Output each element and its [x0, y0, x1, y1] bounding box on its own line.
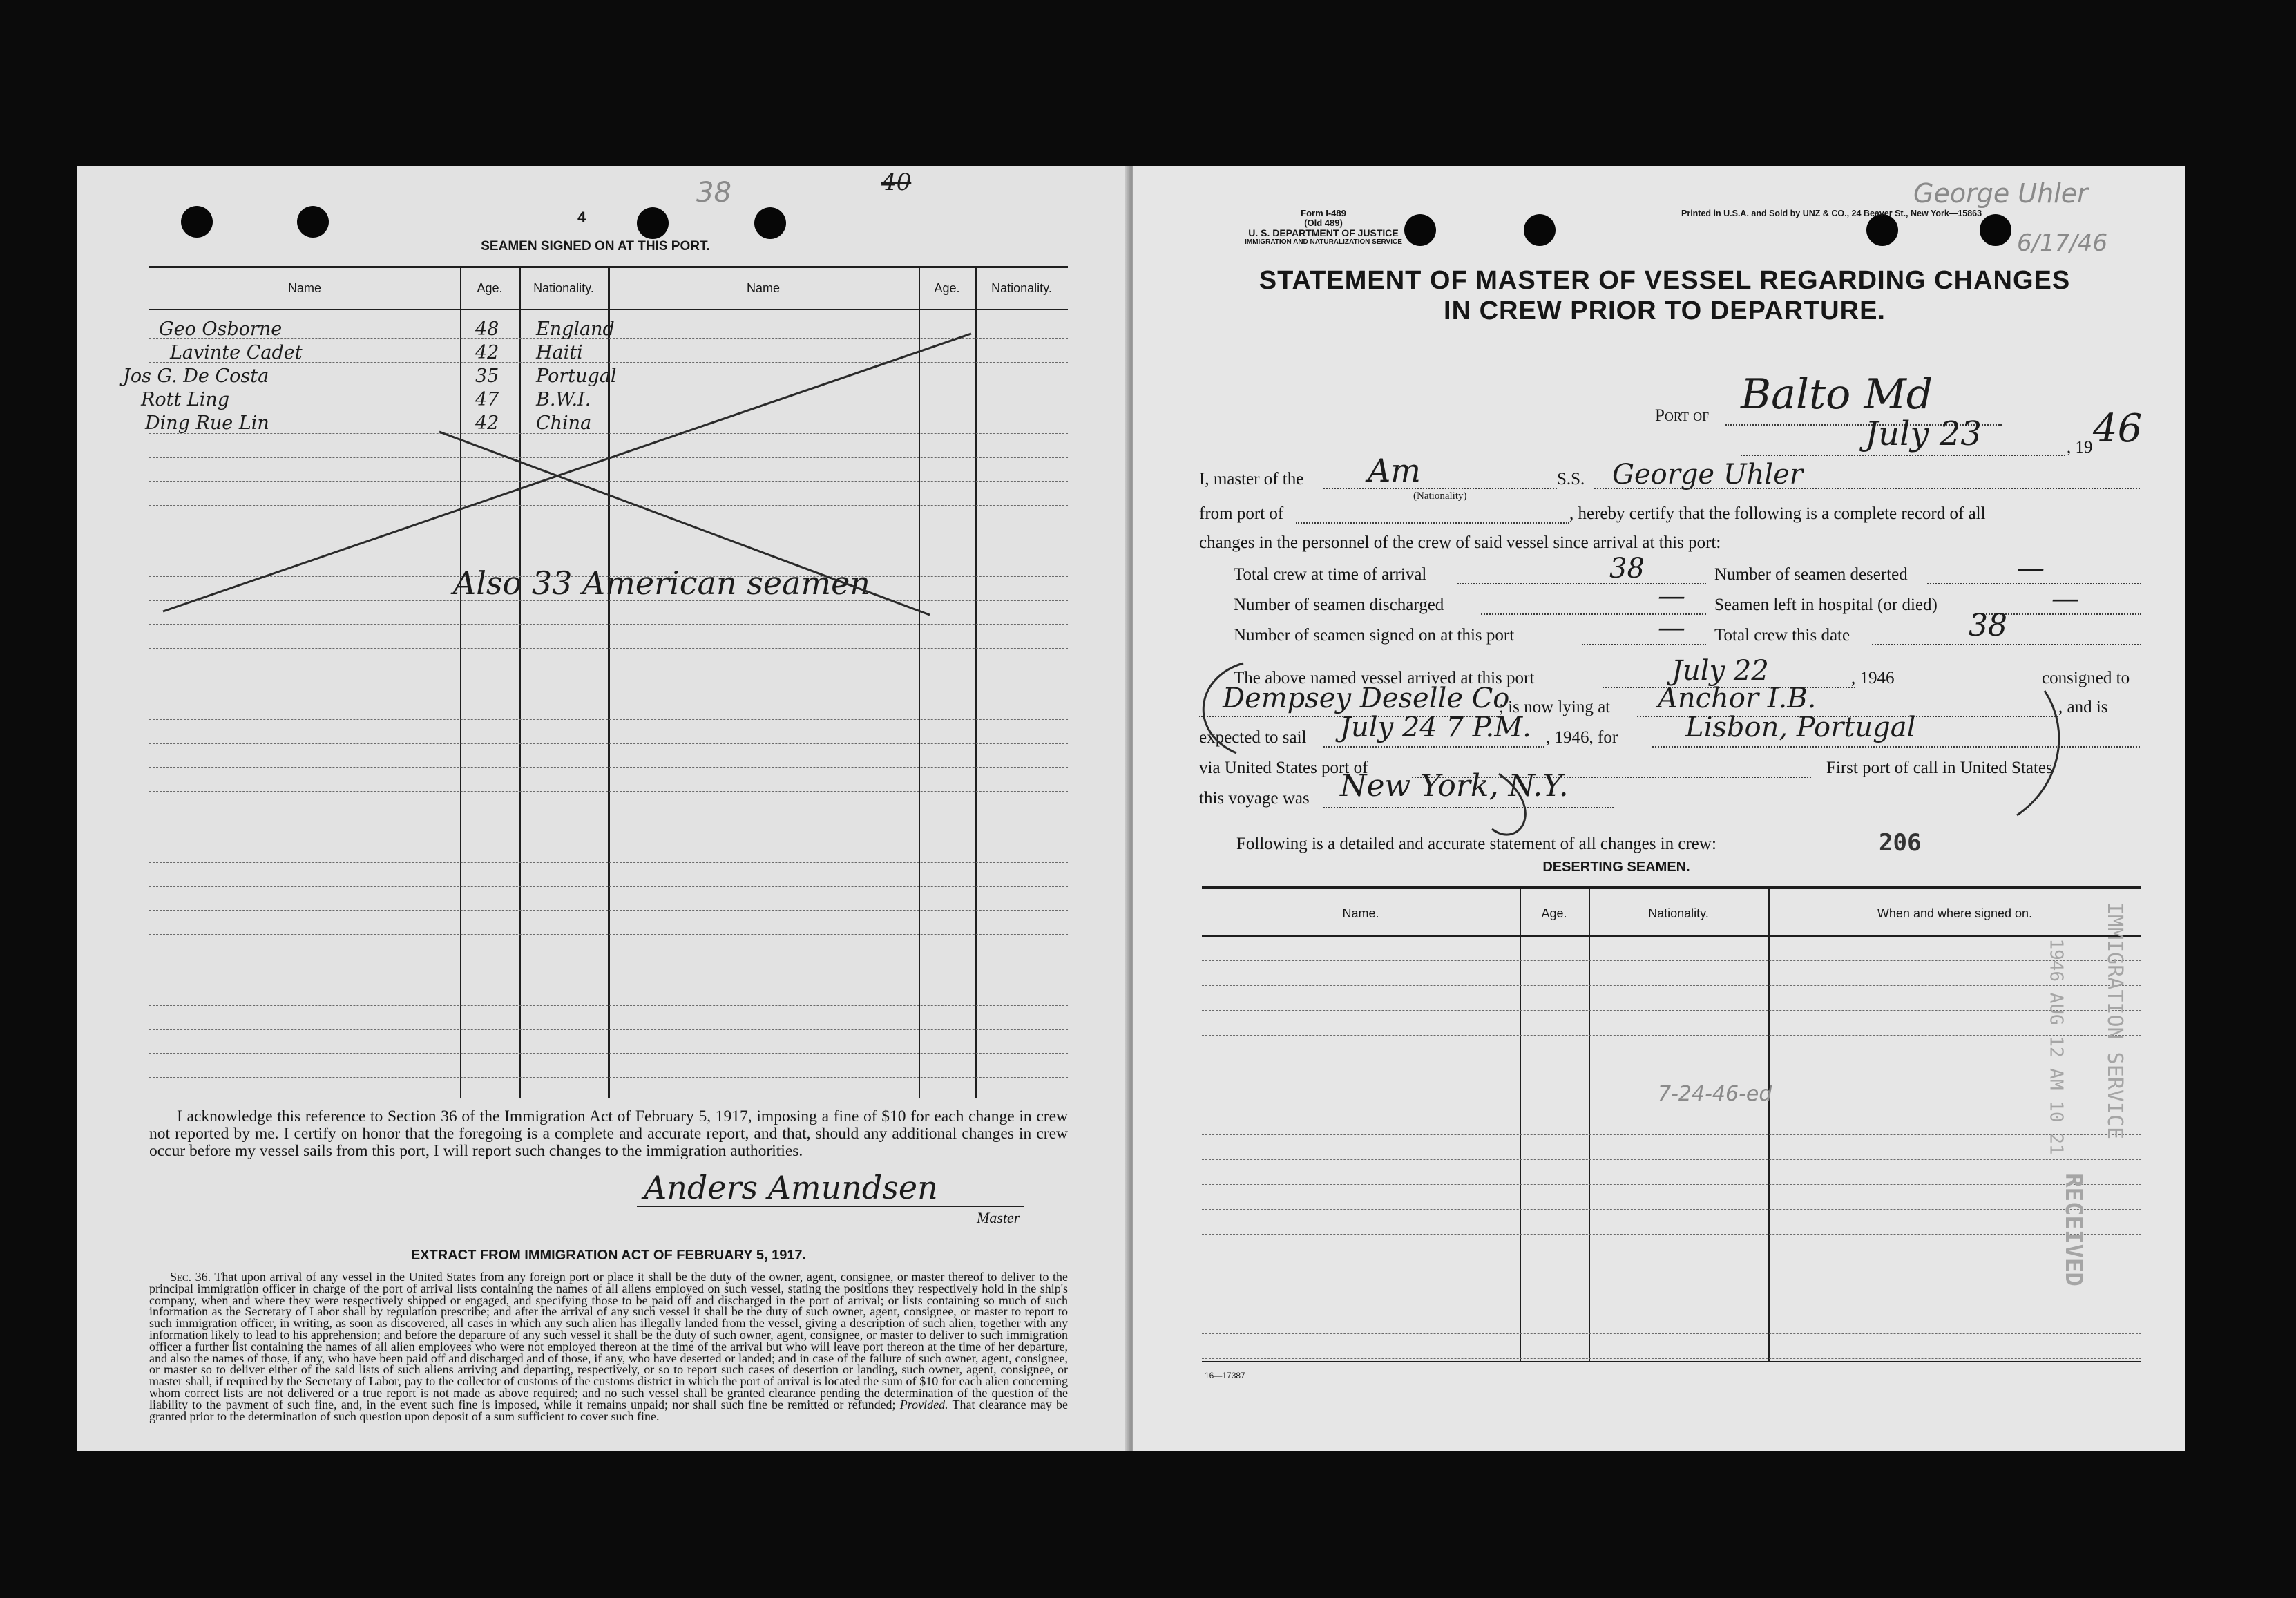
hospital-label: Seamen left in hospital (or died): [1714, 596, 1938, 614]
row-rule: [1202, 1358, 2141, 1359]
received-stamp: [2003, 857, 2169, 1340]
port-value: Balto Md: [1741, 370, 1933, 419]
stamp-date: 1946 AUG 12 AM 10 21: [2045, 938, 2067, 1155]
punch-hole: [297, 206, 329, 238]
master-label: Master: [977, 1209, 1020, 1226]
row-rule: [1202, 1159, 2141, 1160]
seaman-nationality: Haiti: [536, 342, 583, 363]
signature-line: [637, 1206, 1024, 1207]
seaman-age: 35: [475, 365, 499, 387]
total-date-value: 38: [1969, 608, 2007, 643]
hospital-value: —: [2051, 583, 2079, 615]
seaman-age: 42: [475, 342, 499, 363]
stamp-number: 206: [1879, 829, 1922, 857]
service-name: IMMIGRATION AND NATURALIZATION SERVICE: [1245, 238, 1402, 246]
seaman-name: Ding Rue Lin: [145, 412, 269, 434]
desert-col-nationality: Nationality.: [1648, 906, 1709, 920]
seaman-name: Rott Ling: [141, 389, 230, 410]
ss-label: S.S.: [1557, 470, 1585, 488]
lying-value: Anchor I.B.: [1658, 683, 1817, 714]
extract-end: That clearance may be granted prior to the determination of such question upon deposit of a sum sufficient to cover such fine.: [149, 1397, 1068, 1423]
via-label: via United States port of: [1199, 759, 1368, 777]
extract-provided: Provided.: [899, 1397, 948, 1411]
row-rule: [1202, 1234, 2141, 1235]
seaman-age: 42: [475, 412, 499, 434]
page-number: 4: [577, 209, 586, 226]
arrival-year: , 1946: [1851, 669, 1895, 687]
form-id: [1199, 209, 1448, 247]
stamp-service: IMMIGRATION SERVICE: [2103, 902, 2127, 1140]
form-number: Form I-489: [1301, 208, 1346, 218]
seaman-nationality: England: [536, 318, 615, 340]
lying-label: ; is now lying at: [1499, 698, 1611, 716]
col-age: Age.: [477, 281, 503, 295]
desert-col-name: Name.: [1342, 906, 1379, 920]
seaman-name: Jos G. De Costa: [123, 365, 269, 387]
extract-body: That upon arrival of any vessel in the United States from any foreign port or place it shall be the duty of the owner, agent, consignee, or master thereof to deliver to the principal immigration officer in charge of the port of arrival lists containing the names of all aliens employed on such vessel, stating the positions they respectively hold in the ship's company, when and where they were respectively shipped or engaged, and specifying those to be paid off and discharged in the port of arrival; or lists containing so much of such information as the Secretary of Labor shall by regulation prescribe; and after the arrival of any such vessel it shall be the duty of such owner, agent, consignee, or master to report to such immigration officer, in writing, as soon as discovered, all cases in which any such alien has illegally landed from the vessel, giving a description of such alien, together with any information likely to lead to his apprehension; and before the departure of any such vessel it shall be the duty of such owner, agent, consignee, or master to deliver to such immigration officer a further list containing the names of all alien employees who were not employed thereon at the time of the arrival but who will leave port thereon at the time of her departure, and also the names of those, if any, who have been paid off and discharged and of those, if any, who have deserted or landed; and in case of the failure of such owner, agent, consignee, or master so to deliver either of the said lists of such aliens arriving and departing, respectively, or so to report such cases of desertion or landing, such owner, agent, consignee, or master shall, if required by the Secretary of Labor, pay to the collector of customs of the customs district in which the port of arrival is located the sum of $10 for each alien concerning whom correct lists are not delivered or a true report is not made as above required; and no such vessel shall be granted clearance pending the determination of the question of the liability to the payment of such fine, and, in the event such fine is imposed, while it remains unpaid; nor shall such fine be remitted or refunded;: [149, 1270, 1069, 1411]
col-name: Name: [287, 281, 321, 295]
col-name-2: Name: [746, 281, 780, 295]
pencil-page-number: 38: [696, 177, 731, 209]
arrived-label: The above named vessel arrived at this port: [1234, 669, 1535, 687]
punch-hole: [181, 206, 213, 238]
stamp-received: RECEIVED: [2059, 1173, 2087, 1286]
seaman-nationality: China: [536, 412, 592, 434]
seaman-name: Lavinte Cadet: [170, 342, 303, 363]
master-signature: Anders Amundsen: [644, 1169, 938, 1206]
nationality-value: Am: [1368, 452, 1421, 489]
sail-year: , 1946, for: [1546, 728, 1618, 747]
total-date-label: Total crew this date: [1714, 626, 1850, 645]
printer-note: Printed in U.S.A. and Sold by UNZ & CO., 24 Beaver St., New York—15863: [1681, 209, 1982, 218]
extract-section: Sec. 36.: [170, 1270, 211, 1284]
deserting-table: [1202, 886, 2141, 1362]
extract-text: [149, 1271, 1068, 1422]
seaman-age: 48: [475, 318, 499, 340]
title-line-2: IN CREW PRIOR TO DEPARTURE.: [1444, 296, 1886, 325]
extract-title: EXTRACT FROM IMMIGRATION ACT OF FEBRUARY 5, 1917.: [410, 1248, 807, 1263]
destination-value: Lisbon, Portugal: [1685, 712, 1916, 743]
corner-note-name: George Uhler: [1913, 178, 2088, 209]
corner-note-date: 6/17/46: [2017, 229, 2108, 257]
punch-hole: [1980, 214, 2011, 246]
acknowledgement-text: I acknowledge this reference to Section 36 of the Immigration Act of February 5, 1917, imposing a fine of $10 for each change in crew not reported by me. I certify on honor that the foregoing is a complete and accurate report, and that, should any additional changes in crew occur before my vessel sails from this port, I will report such changes to the immigration authorities.: [149, 1107, 1068, 1160]
first-port-label: First port of call in United States: [1826, 759, 2053, 777]
deserting-title: DESERTING SEAMEN.: [1542, 859, 1690, 875]
deserted-label: Number of seamen deserted: [1714, 565, 1908, 584]
row-rule: [1202, 1209, 2141, 1210]
col-age-2: Age.: [934, 281, 960, 295]
row-rule: [1202, 960, 2141, 961]
year-prefix: , 19: [2067, 438, 2093, 457]
title-line-1: STATEMENT OF MASTER OF VESSEL REGARDING CHANGES: [1259, 266, 2071, 295]
form-title: [1181, 265, 2148, 326]
signed-on-value: —: [1658, 612, 1685, 644]
col-nationality-2: Nationality.: [991, 281, 1052, 295]
row-rule: [1202, 1010, 2141, 1011]
discharged-value: —: [1658, 580, 1685, 612]
arrival-date-value: July 22: [1672, 655, 1769, 687]
nationality-caption: (Nationality): [1413, 491, 1467, 502]
seaman-age: 47: [475, 389, 499, 410]
seaman-nationality: Portugal: [536, 365, 617, 387]
date-value: July 23: [1865, 415, 1982, 453]
row-rule: [1202, 1134, 2141, 1135]
row-rule: [1202, 1035, 2141, 1036]
certify-text: , hereby certify that the following is a complete record of all: [1569, 504, 1986, 523]
desert-col-age: Age.: [1541, 906, 1567, 920]
sail-value: July 24 7 P.M.: [1340, 712, 1531, 743]
consignee-value: Dempsey Deselle Co: [1223, 683, 1510, 714]
year-value: 46: [2093, 406, 2143, 451]
master-of-label: I, master of the: [1199, 470, 1304, 488]
row-rule: [1202, 1333, 2141, 1334]
right-page: [1133, 166, 2185, 1451]
voyage-label: this voyage was: [1199, 789, 1310, 808]
deserted-value: —: [2017, 553, 2045, 584]
form-old-number: (Old 489): [1304, 218, 1343, 228]
col-nationality: Nationality.: [533, 281, 594, 295]
seamen-table: [123, 266, 1068, 1098]
consigned-label: consigned to: [2042, 669, 2130, 687]
ship-name-value: George Uhler: [1612, 459, 1803, 491]
total-arrival-value: 38: [1609, 553, 1645, 584]
and-is: , and is: [2058, 698, 2108, 716]
changes-text: changes in the personnel of the crew of said vessel since arrival at this port:: [1199, 533, 1721, 552]
handwritten-note: Also 33 American seamen: [453, 564, 870, 602]
ink-bracket-mark: [1133, 649, 2169, 857]
discharged-label: Number of seamen discharged: [1234, 596, 1444, 614]
row-rule: [1202, 1184, 2141, 1185]
cross-out-mark: [149, 266, 1068, 1098]
port-label: Port of: [1655, 406, 1710, 425]
section-title: SEAMEN SIGNED ON AT THIS PORT.: [481, 239, 710, 254]
total-arrival-label: Total crew at time of arrival: [1234, 565, 1427, 584]
seaman-name: Geo Osborne: [159, 318, 283, 340]
desert-col-signed-on: When and where signed on.: [1877, 906, 2033, 920]
punch-hole: [1866, 214, 1898, 246]
row-rule: [1202, 985, 2141, 986]
sail-label: expected to sail: [1199, 728, 1307, 747]
from-port-label: from port of: [1199, 504, 1284, 523]
left-page: [77, 166, 1133, 1451]
pencil-entry: 7-24-46-ed: [1658, 1082, 1772, 1106]
punch-hole: [1524, 214, 1556, 246]
scribble-mark: 40: [881, 169, 912, 196]
punch-hole: [754, 207, 786, 239]
punch-hole: [637, 207, 669, 239]
voyage-value: New York, N.Y.: [1340, 768, 1569, 803]
desert-row-rules: [1202, 886, 2141, 1362]
following-text: Following is a detailed and accurate statement of all changes in crew:: [1236, 835, 1716, 853]
footer-code: 16—17387: [1205, 1371, 1245, 1380]
department-name: U. S. DEPARTMENT OF JUSTICE: [1248, 227, 1399, 238]
signed-on-label: Number of seamen signed on at this port: [1234, 626, 1515, 645]
seaman-nationality: B.W.I.: [536, 389, 591, 410]
